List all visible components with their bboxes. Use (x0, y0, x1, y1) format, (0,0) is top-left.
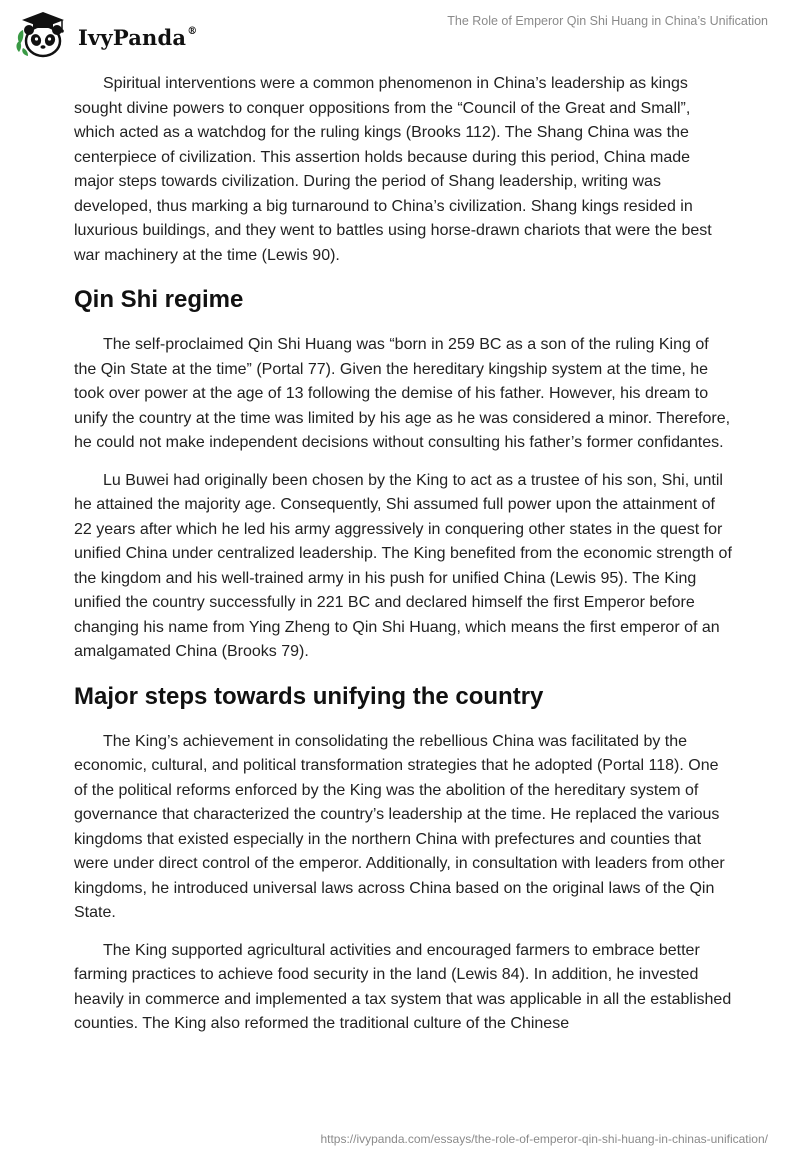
paragraph-2: The self-proclaimed Qin Shi Huang was “born in 259 BC as a son of the ruling King of the Qin State at the time” (Portal 77). Given the hereditary kingship system at the time, he took over power at the age of 13 following the demise of his father. However, his dream to unify the country at the time was limited by his age as he was considered a minor. Therefore, he could not make independent decisions without consulting his father’s former confidantes. (74, 336, 731, 451)
brand-name (78, 25, 197, 50)
heading-qin-shi-regime: Qin Shi regime (74, 286, 244, 313)
paragraph-3: Lu Buwei had originally been chosen by the King to act as a trustee of his son, Shi, until he attained the majority age. Consequently, Shi assumed full power upon the attainment of 22 years after which he led his army aggressively in conquering other states in the quest for unified China under centralized leadership. The King benefited from the economic strength of the kingdom and his well-trained army in his push for unified China (Lewis 95). The King unified the country successfully in 221 BC and declared himself the first Emperor before changing his name from Ying Zheng to Qin Shi Huang, which means the first emperor of an amalgamated China (Brooks 79). (74, 471, 732, 660)
ivypanda-logo[interactable] (14, 8, 214, 60)
panda-graduate-icon (14, 8, 70, 60)
running-title: The Role of Emperor Qin Shi Huang in China’s Unification (447, 14, 768, 28)
source-url[interactable]: https://ivypanda.com/essays/the-role-of-emperor-qin-shi-huang-in-chinas-unification/ (320, 1132, 768, 1146)
page-header (0, 0, 800, 70)
brand-text: IvyPanda (78, 25, 187, 50)
registered-mark: ® (187, 26, 198, 37)
paragraph-1: Spiritual interventions were a common phenomenon in China’s leadership as kings sought divine powers to conquer oppositions from the “Council of the Great and Small”, which acted as a watchdog for the ruling kings (Brooks 112). The Shang China was the centerpiece of civilization. This assertion holds because during this period, China made major steps towards civilization. During the period of Shang leadership, writing was developed, thus marking a big turnaround to China’s civilization. Shang kings resided in luxurious buildings, and they went to battles using horse-drawn chariots that were the best war machinery at the time (Lewis 90). (74, 75, 712, 264)
paragraph-5: The King supported agricultural activities and encouraged farmers to embrace better farming practices to achieve food security in the land (Lewis 84). In addition, he invested heavily in commerce and implemented a tax system that was applicable in all the established counties. The King also reformed the traditional culture of the Chinese (74, 941, 732, 1032)
essay-body (74, 72, 734, 1050)
heading-major-steps: Major steps towards unifying the country (74, 682, 544, 710)
paragraph-4: The King’s achievement in consolidating the rebellious China was facilitated by the economic, cultural, and political transformation strategies that he adopted (Portal 118). One of the political reforms enforced by the King was the abolition of the hereditary system of governance that characterized the country’s leadership at the time. He replaced the various kingdoms that existed especially in the northern China with prefectures and counties that were under direct control of the emperor. Additionally, in consultation with leaders from other kingdoms, he introduced universal laws across China based on the original laws of the Qin State. (74, 732, 725, 921)
